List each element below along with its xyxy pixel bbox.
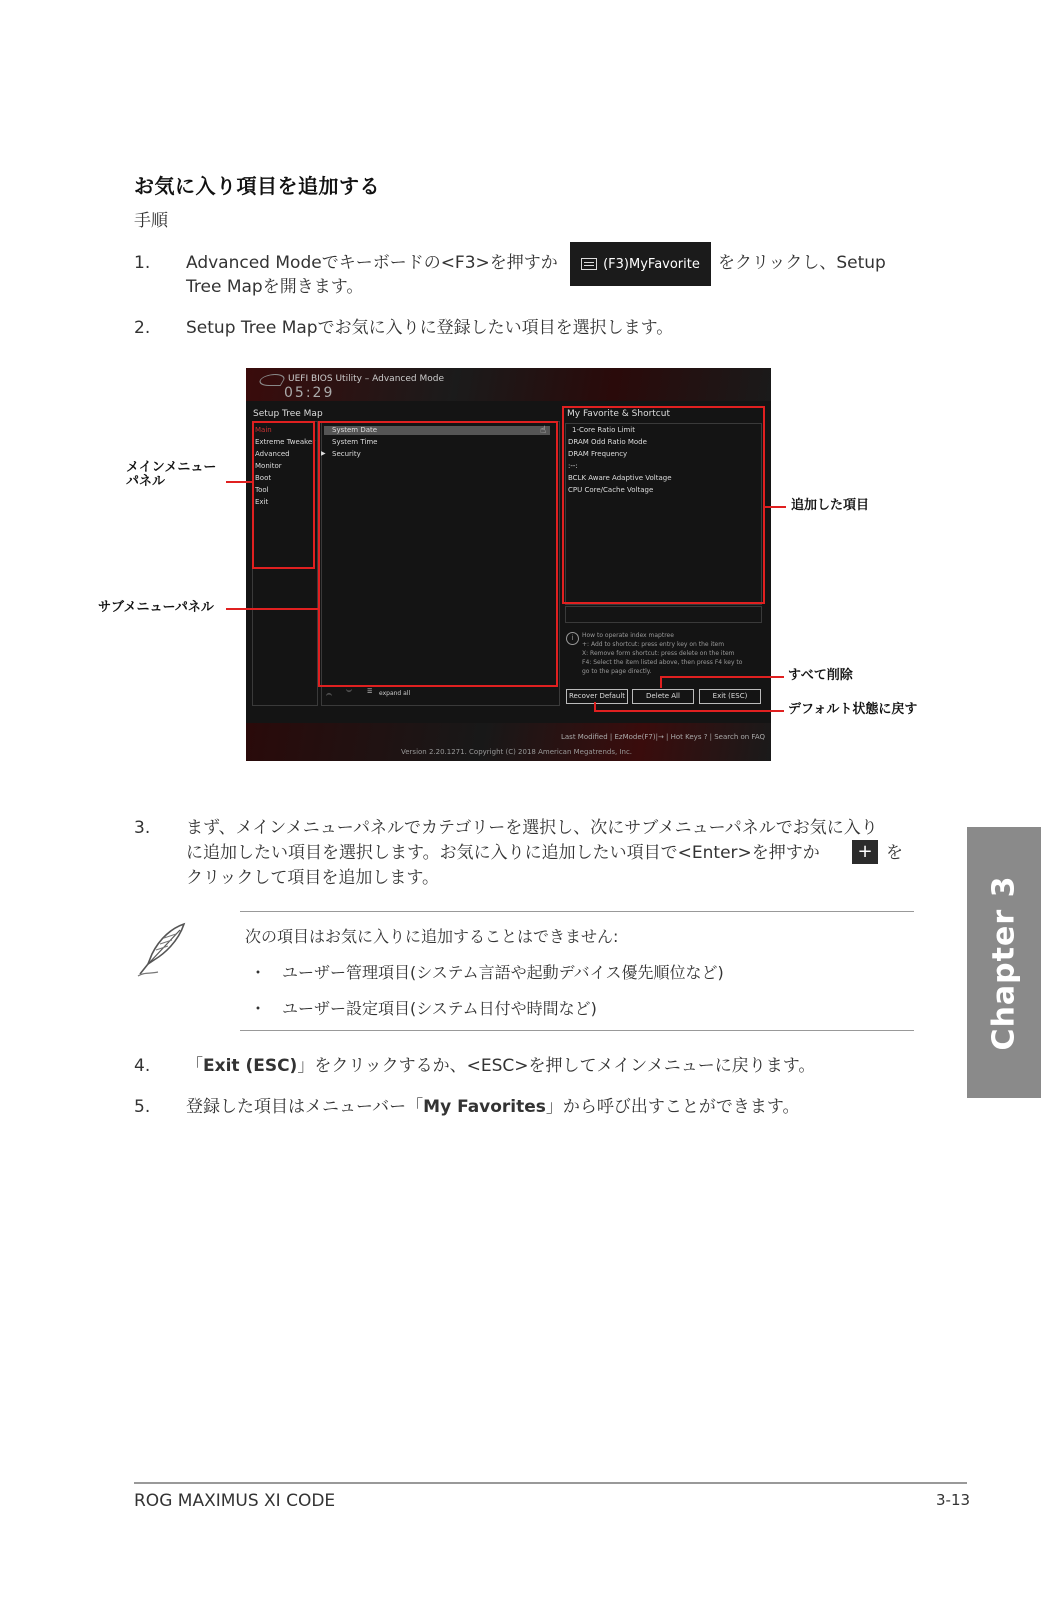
favorite-highlight <box>562 406 765 604</box>
footer-links[interactable]: Last Modified | EzMode(F7)|→ | Hot Keys ? | Search on FAQ <box>560 733 765 741</box>
setup-tree-map-title: Setup Tree Map <box>253 409 323 419</box>
step-text-line1: まず、メインメニューパネルでカテゴリーを選択し、次にサブメニューパネルでお気に入り <box>186 818 878 838</box>
expand-arrow-icon: ▶ <box>321 450 326 457</box>
text-pre: 「 <box>186 1056 203 1076</box>
step-5 <box>0 1096 1062 1120</box>
favorite-list-icon <box>581 258 597 270</box>
step-3 <box>0 817 1062 889</box>
callout-sub-menu: サブメニューパネル <box>98 600 214 615</box>
procedure-label: 手順 <box>134 211 168 231</box>
my-favorite-button[interactable] <box>570 242 711 286</box>
callout-line-delete <box>660 676 784 678</box>
expand-all-label[interactable]: expand all <box>379 690 411 697</box>
info-icon: i <box>566 632 579 645</box>
callout-line-added <box>764 506 786 508</box>
info-text <box>582 631 742 676</box>
info-line: F4: Select the item listed above, then press F4 key to <box>582 659 743 666</box>
step-text: Advanced Modeでキーボードの<F3>を押すか <box>186 253 558 273</box>
info-line: X: Remove form shortcut: press delete on the item <box>582 650 735 657</box>
menu-item[interactable]: Advanced <box>255 450 290 458</box>
exit-esc-button[interactable]: Exit (ESC) <box>699 689 761 704</box>
note-intro: 次の項目はお気に入りに追加することはできません: <box>245 927 619 946</box>
step-1 <box>0 252 1062 302</box>
favorite-panel-footer <box>565 606 762 623</box>
bios-header <box>246 368 771 401</box>
step-text-line2: に追加したい項目を選択します。お気に入りに追加したい項目で<Enter>を押すか <box>186 843 820 863</box>
product-name: ROG MAXIMUS XI CODE <box>134 1491 336 1511</box>
callout-added-items: 追加した項目 <box>791 498 870 513</box>
favorite-item[interactable]: DRAM Frequency <box>568 450 628 458</box>
step-number: 2. <box>134 318 151 338</box>
callout-delete-all: すべて削除 <box>788 668 853 683</box>
exit-esc-label: Exit (ESC) <box>203 1056 298 1076</box>
text-pre: 登録した項目はメニューバー「 <box>186 1097 424 1117</box>
favorite-item[interactable]: CPU Core/Cache Voltage <box>568 486 654 494</box>
sub-menu-item[interactable]: Security <box>332 450 361 458</box>
step-number: 3. <box>134 818 151 838</box>
step-number: 4. <box>134 1056 151 1076</box>
callout-line-default <box>594 710 784 712</box>
my-favorite-label: (F3)MyFavorite <box>603 256 700 272</box>
bios-title: UEFI BIOS Utility – Advanced Mode <box>288 374 444 384</box>
step-text-line3: クリックして項目を追加します。 <box>186 868 439 888</box>
bios-footer <box>246 723 771 761</box>
info-line: How to operate index maptree <box>582 632 674 639</box>
note-bullet: ユーザー設定項目(システム日付や時間など) <box>282 999 597 1018</box>
step-text-line2-end: を <box>886 843 903 863</box>
bullet-icon: ・ <box>250 999 267 1018</box>
step-text-cont: をクリックし、Setup <box>718 253 886 273</box>
step-number: 1. <box>134 253 151 273</box>
favorite-item[interactable]: 1-Core Ratio Limit <box>572 426 635 434</box>
add-favorite-button[interactable] <box>852 840 878 864</box>
step-4 <box>0 1055 1062 1079</box>
my-favorites-label: My Favorites <box>423 1097 546 1117</box>
info-line: go to the page directly. <box>582 668 652 675</box>
step-text: Setup Tree Mapでお気に入りに登録したい項目を選択します。 <box>186 318 674 338</box>
version-text: Version 2.20.1271. Copyright (C) 2018 American Megatrends, Inc. <box>401 748 633 756</box>
hand-cursor-icon: ☝ <box>540 425 547 436</box>
step-text-line2: Tree Mapを開きます。 <box>186 277 364 297</box>
chapter-label: Chapter 3 <box>986 875 1022 1050</box>
step-2 <box>0 317 1062 341</box>
note-feather-icon <box>134 920 194 980</box>
callout-main-menu <box>126 461 216 489</box>
step-text <box>186 1055 815 1077</box>
favorite-item[interactable]: DRAM Odd Ratio Mode <box>568 438 647 446</box>
bios-clock: 05:29 <box>284 385 335 401</box>
callout-line-main <box>226 481 253 483</box>
favorite-title: My Favorite & Shortcut <box>567 409 670 419</box>
callout-text: メインメニュー <box>126 460 217 475</box>
menu-item[interactable]: Boot <box>255 474 272 482</box>
menu-item[interactable]: Exit <box>255 498 269 506</box>
note-bullet: ユーザー管理項目(システム言語や起動デバイス優先順位など) <box>282 963 724 982</box>
sub-menu-item[interactable]: System Date <box>332 426 378 434</box>
section-title: お気に入り項目を追加する <box>134 174 380 198</box>
collapse-up-icon[interactable]: ︽ <box>326 690 333 697</box>
footer-divider <box>134 1482 967 1484</box>
callout-line-sub <box>226 608 319 610</box>
favorite-item[interactable]: BCLK Aware Adaptive Voltage <box>568 474 672 482</box>
menu-item[interactable]: Main <box>255 426 272 434</box>
list-icon: ☰ <box>367 688 373 695</box>
step-text <box>186 1096 800 1118</box>
menu-item[interactable]: Tool <box>255 486 269 494</box>
step-number: 5. <box>134 1097 151 1117</box>
delete-all-button[interactable]: Delete All <box>632 689 694 704</box>
text-post: 」から呼び出すことができます。 <box>545 1097 800 1117</box>
info-line: +: Add to shortcut: press entry key on the item <box>582 641 725 648</box>
text-post: 」をクリックするか、<ESC>を押してメインメニューに戻ります。 <box>297 1056 816 1076</box>
favorite-item[interactable]: :--: <box>568 462 578 470</box>
page-number: 3-13 <box>936 1491 971 1509</box>
callout-text: パネル <box>126 474 166 489</box>
bullet-icon: ・ <box>250 963 267 982</box>
chapter-tab <box>967 827 1041 1098</box>
sub-menu-highlight <box>318 421 558 687</box>
sub-menu-item[interactable]: System Time <box>332 438 378 446</box>
rog-logo-icon <box>257 374 288 386</box>
recover-default-button[interactable]: Recover Default <box>566 689 628 704</box>
callout-restore-default: デフォルト状態に戻す <box>788 702 918 717</box>
expand-down-icon[interactable]: ︾ <box>346 690 353 697</box>
menu-item[interactable]: Extreme Tweaker <box>255 438 316 446</box>
plus-icon: + <box>852 840 878 864</box>
main-menu-highlight <box>252 421 315 569</box>
menu-item[interactable]: Monitor <box>255 462 282 470</box>
